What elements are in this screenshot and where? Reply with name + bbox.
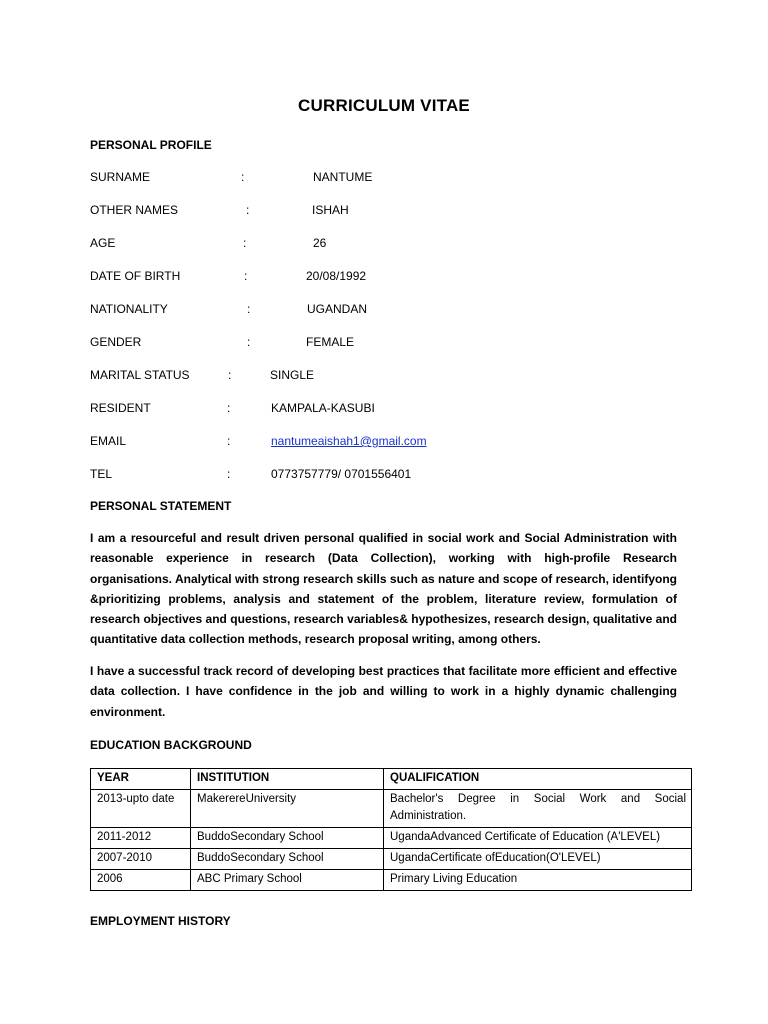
- field-colon: :: [244, 269, 248, 283]
- education-table: [90, 768, 692, 891]
- page-title: CURRICULUM VITAE: [298, 96, 470, 115]
- field-colon: :: [228, 368, 232, 382]
- field-label: EMAIL: [90, 434, 127, 448]
- field-marital-status: [0, 368, 768, 384]
- cell-year: 2007-2010: [91, 849, 191, 870]
- field-age: [0, 236, 768, 252]
- field-tel: [0, 467, 768, 483]
- table-row: [91, 828, 692, 849]
- field-value: FEMALE: [306, 335, 355, 349]
- field-colon: :: [243, 236, 247, 250]
- table-row: [91, 870, 692, 891]
- field-date-of-birth: [0, 269, 768, 285]
- field-colon: :: [227, 467, 231, 481]
- field-colon: :: [247, 335, 251, 349]
- cell-qualification: UgandaAdvanced Certificate of Education (A'LEVEL): [384, 828, 692, 849]
- column-header-qualification: QUALIFICATION: [384, 769, 692, 790]
- cell-year: 2013-upto date: [91, 790, 191, 828]
- field-value: 20/08/1992: [306, 269, 367, 283]
- field-label: DATE OF BIRTH: [90, 269, 181, 283]
- table-header-row: [91, 769, 692, 790]
- field-label: RESIDENT: [90, 401, 151, 415]
- field-colon: :: [246, 203, 250, 217]
- field-label: SURNAME: [90, 170, 151, 184]
- table-row: [91, 849, 692, 870]
- cell-qualification: Bachelor's Degree in Social Work and Social Administration.: [384, 790, 692, 828]
- field-label: MARITAL STATUS: [90, 368, 190, 382]
- cell-institution: ABC Primary School: [191, 870, 384, 891]
- field-value: KAMPALA-KASUBI: [271, 401, 375, 415]
- cell-qualification: UgandaCertificate ofEducation(O'LEVEL): [384, 849, 692, 870]
- email-link[interactable]: nantumeaishah1@gmail.com: [271, 434, 427, 448]
- field-label: AGE: [90, 236, 116, 250]
- field-colon: :: [247, 302, 251, 316]
- employment-history-heading: EMPLOYMENT HISTORY: [90, 914, 231, 928]
- field-gender: [0, 335, 768, 351]
- cell-year: 2006: [91, 870, 191, 891]
- column-header-institution: INSTITUTION: [191, 769, 384, 790]
- field-colon: :: [227, 434, 231, 448]
- field-colon: :: [241, 170, 245, 184]
- cell-year: 2011-2012: [91, 828, 191, 849]
- field-value: NANTUME: [313, 170, 373, 184]
- personal-statement-heading: PERSONAL STATEMENT: [90, 499, 232, 513]
- field-other-names: [0, 203, 768, 219]
- personal-profile-heading: PERSONAL PROFILE: [90, 138, 212, 152]
- field-value: 26: [313, 236, 327, 250]
- statement-paragraph-2: I have a successful track record of developing best practices that facilitate more efficient and effective data collection. I have confidence in the job and willing to work in a highly dynamic challenging environment.: [90, 664, 677, 719]
- statement-paragraph-1: I am a resourceful and result driven personal qualified in social work and Social Administration with reasonable experience in research (Data Collection), working with high-profile Research organisations. Analytical with strong research skills such as nature and scope of research, identifyong &prioritizing problems, analysis and statement of the problem, literature review, formulation of research objectives and questions, research variables& hypothesizes, research design, qualitative and quantitative data collection methods, research proposal writing, among others.: [90, 531, 677, 647]
- field-label: TEL: [90, 467, 113, 481]
- field-value: UGANDAN: [307, 302, 368, 316]
- field-label: GENDER: [90, 335, 142, 349]
- education-heading: EDUCATION BACKGROUND: [90, 738, 252, 752]
- cell-institution: BuddoSecondary School: [191, 828, 384, 849]
- field-value: 0773757779/ 0701556401: [271, 467, 412, 481]
- field-resident: [0, 401, 768, 417]
- cell-institution: BuddoSecondary School: [191, 849, 384, 870]
- field-label: NATIONALITY: [90, 302, 168, 316]
- table-row: [91, 790, 692, 828]
- cell-qualification: Primary Living Education: [384, 870, 692, 891]
- field-nationality: [0, 302, 768, 318]
- field-colon: :: [227, 401, 231, 415]
- field-email: [0, 434, 768, 450]
- column-header-year: YEAR: [91, 769, 191, 790]
- field-value: ISHAH: [312, 203, 349, 217]
- field-value: SINGLE: [270, 368, 315, 382]
- field-surname: [0, 170, 768, 186]
- cell-institution: MakerereUniversity: [191, 790, 384, 828]
- field-label: OTHER NAMES: [90, 203, 179, 217]
